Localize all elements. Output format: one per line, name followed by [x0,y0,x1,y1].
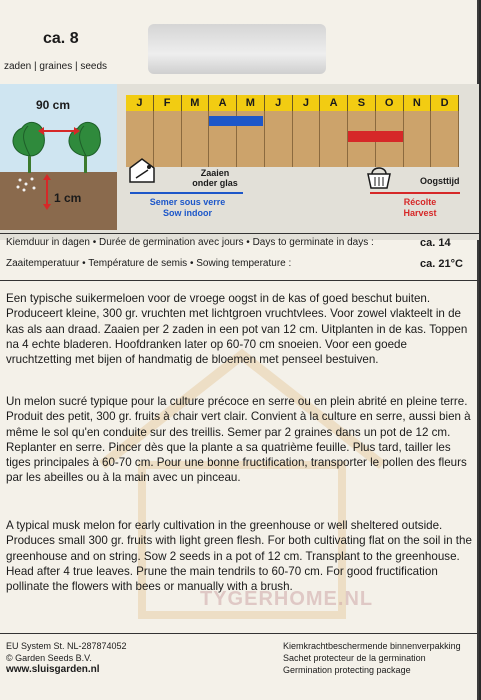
footer-right [283,640,461,676]
sow-period-bar [209,116,263,126]
calendar-month-3: A [209,95,237,111]
sow-legend-translations [134,197,241,219]
sow-legend-nl: Zaaien onder glas [192,168,238,188]
sowing-temp-value: ca. 21°C [420,258,463,270]
harvest-legend-translations [380,197,460,219]
calendar-month-2: M [182,95,210,111]
harvest-legend-line [370,192,460,194]
calendar-cell-2 [182,111,210,167]
description-en: A typical musk melon for early cultivation in the greenhouse or well sheltered outside. Produces small 300 gr. fruits with light green flesh. For both cultivating flat on the soil in the greenhouse and on string. Sow 2 seeds in a pot of 12 cm. Transplant to the greenhouse. Head after 4 true leaves. Prune the main tendrils to 60-70 cm. For good fructification pollinate the flowers with bees or manually with a brush. [6,519,472,594]
copyright: © Garden Seeds B.V. [6,653,92,663]
calendar-month-5: J [265,95,293,111]
harvest-legend-nl: Oogsttijd [420,176,460,186]
calendar-cell-5 [265,111,293,167]
description-nl: Een typische suikermeloen voor de vroege oogst in de kas of goed beschut buiten. Produceert kleine, 300 gr. vruchten met lichtgroen vruchtvlees. Voor zowel vlakteelt in de kas als aan draad. Zaaien per 2 zaden in een pot van 12 cm. Uitplanten in de kas. Toppen na 4 echte bladeren. Hoofdranken later op 60-70 cm snoeien. Voor een goede vruchtzetting met bijen of handmatig de bloemen met penseel bestuiven. [6,292,468,367]
packet-window [148,24,326,74]
sow-legend-line [130,192,243,194]
calendar-month-6: J [293,95,321,111]
harvest-legend-en: Harvest [403,208,437,218]
calendar-month-1: F [154,95,182,111]
calendar-cell-11 [431,111,459,167]
sow-legend-fr: Semer sous verre [149,197,226,207]
sowing-temp-label: Zaaitemperatuur • Température de semis • Sowing temperature : [6,258,292,269]
calendar-cell-1 [154,111,182,167]
basket-harvest-icon [364,162,394,190]
harvest-period-bar [348,131,403,142]
packaging-nl: Kiemkrachtbeschermende binnenverpakking [283,641,461,651]
sow-legend-en: Sow indoor [163,208,212,218]
footer-left [6,640,127,676]
divider-bottom [0,633,479,634]
calendar-month-7: A [320,95,348,111]
divider-top [0,233,479,234]
calendar-months [126,95,459,111]
description-fr: Un melon sucré typique pour la culture précoce en serre ou en plein abrité en pleine terre. Produit des petit, 300 gr. fruits à chair vert clair. Convient à la culture en serre, aussi bien à même le sol qu'en conduite sur des treillis. Semer par 2 graines dans un pot de 12 cm. Replanter en serre. Pincer dès que la plante a sa quatrième feuille. Plus tard, tailler les tiges principales à 60-70 cm. Pour une bonne fructification, transporter le pollen des fleurs par les abeilles ou à la main avec un pinceau. [6,395,471,485]
packaging-en: Germination protecting package [283,665,411,675]
depth-label: 1 cm [54,191,82,205]
harvest-legend-fr: Récolte [403,197,437,207]
eu-system-number: EU System St. NL-287874052 [6,641,127,651]
website-link[interactable]: www.sluisgarden.nl [6,664,100,675]
calendar-grid [126,111,459,167]
calendar-cell-7 [320,111,348,167]
header [0,0,479,85]
seed-count: ca. 8 [43,30,79,47]
spacing-label: 90 cm [36,98,71,112]
germination-label: Kiemduur in dagen • Durée de germination avec jours • Days to germinate in days : [6,237,374,248]
greenhouse-sow-icon [127,156,157,184]
germination-value: ca. 14 [420,237,451,249]
packaging-fr: Sachet protecteur de la germination [283,653,426,663]
seed-types-label: zaden | graines | seeds [4,61,108,72]
calendar-cell-6 [293,111,321,167]
watermark-text: TYGERHOME.NL [200,588,374,610]
calendar-month-10: N [404,95,432,111]
sowing-calendar [126,95,459,167]
calendar-month-11: D [431,95,459,111]
calendar-month-8: S [348,95,376,111]
calendar-cell-10 [404,111,432,167]
divider-middle [0,280,479,281]
calendar-month-4: M [237,95,265,111]
calendar-month-9: O [376,95,404,111]
calendar-month-0: J [126,95,154,111]
